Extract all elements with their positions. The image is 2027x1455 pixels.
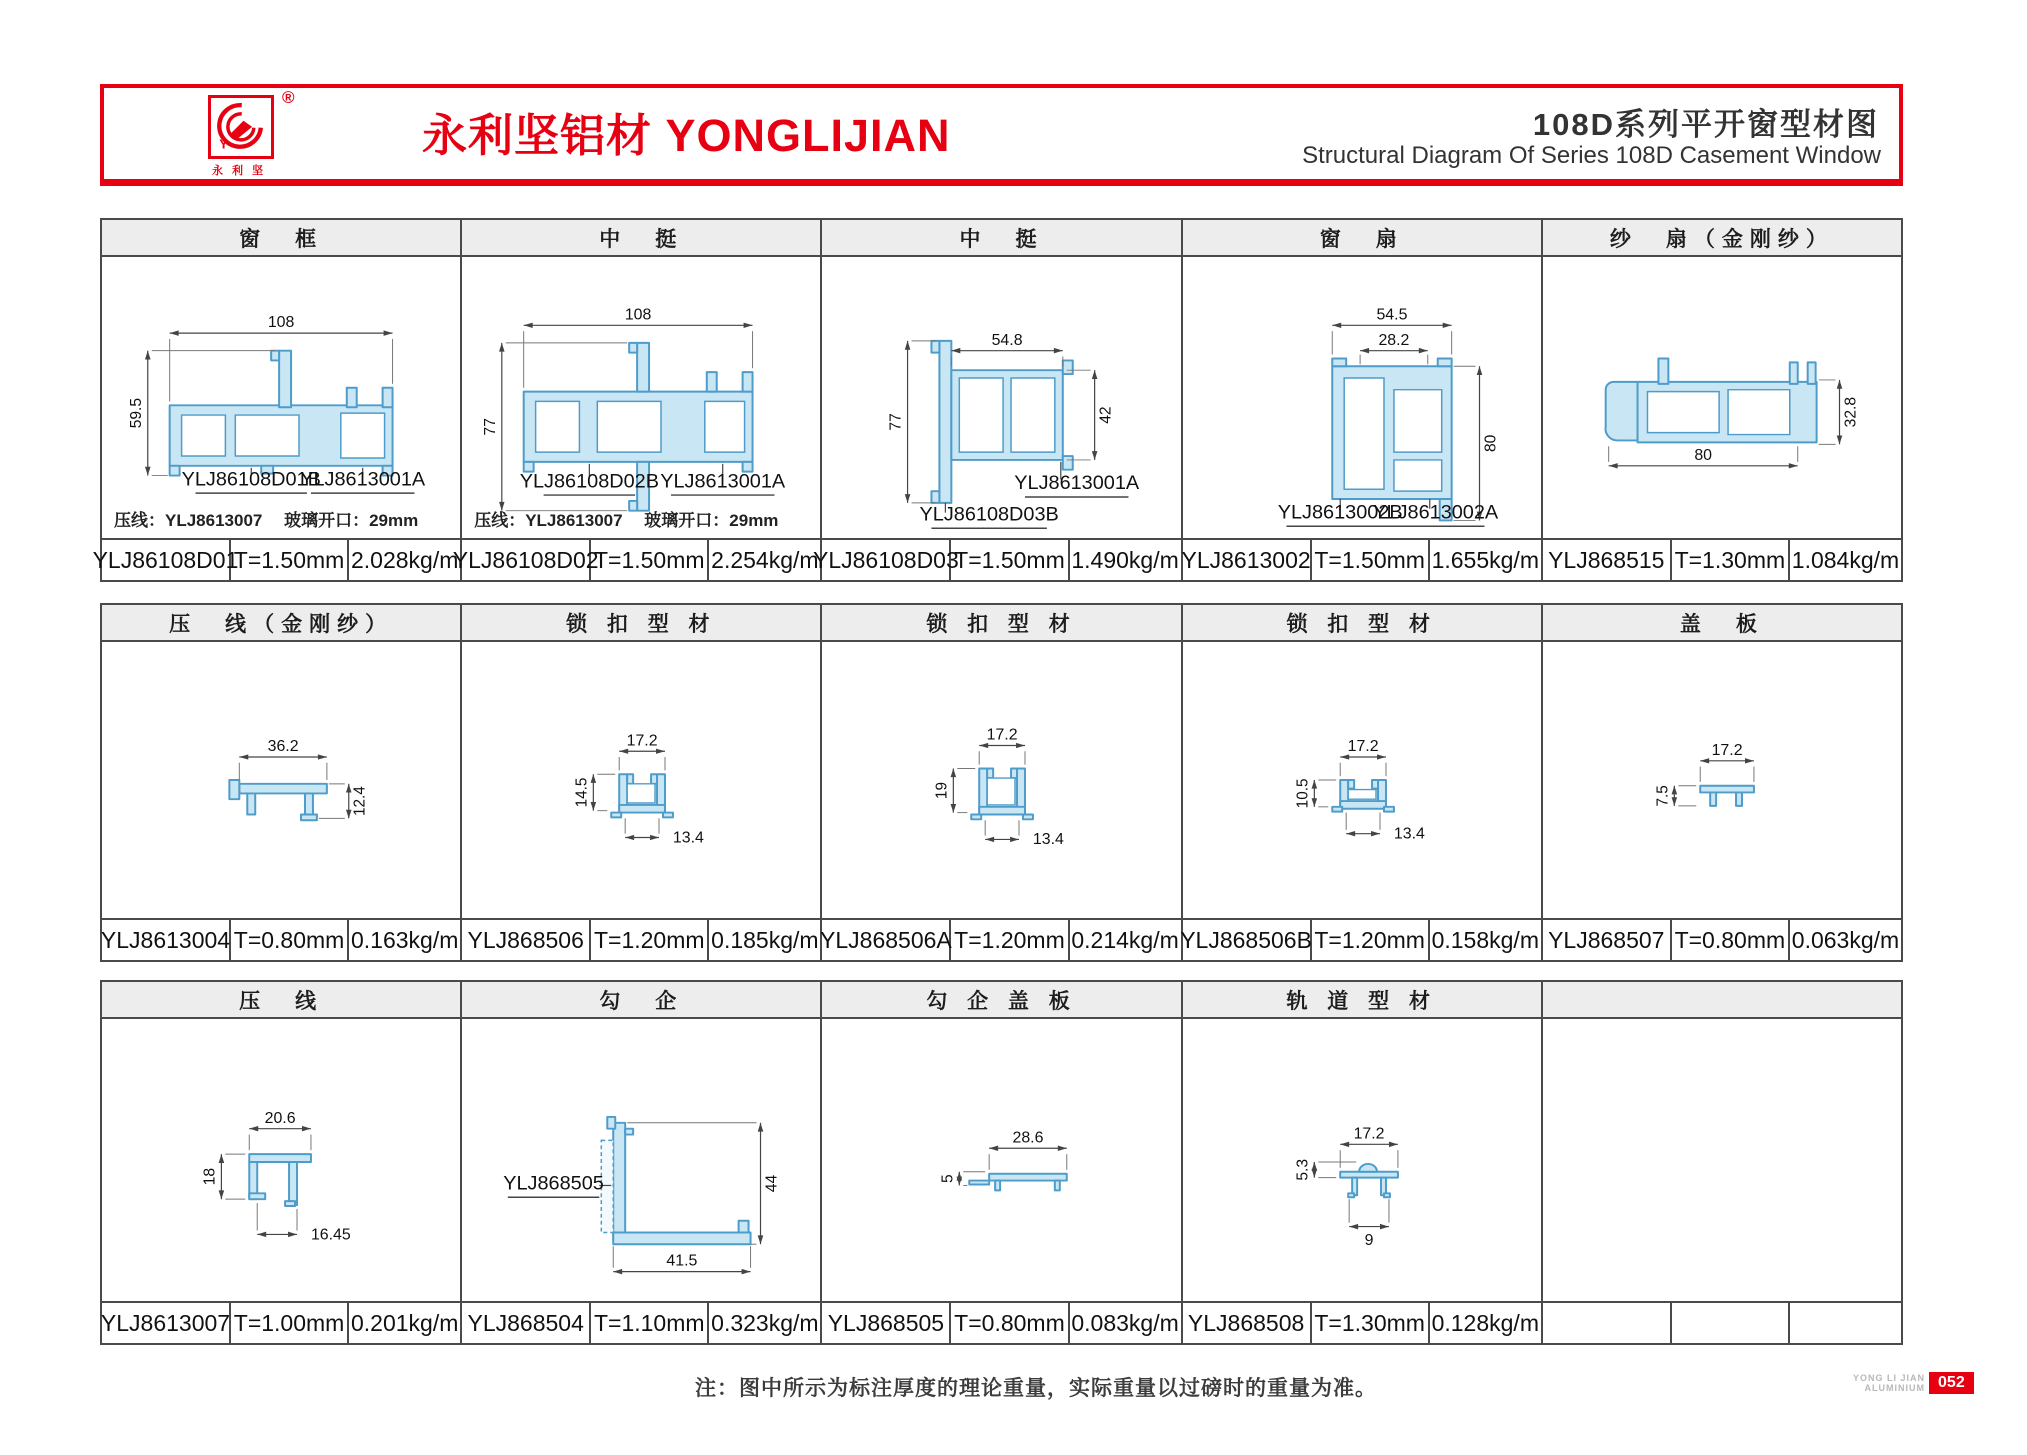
cell-data-row (822, 918, 1180, 960)
cell-data-row (102, 1301, 460, 1343)
profile-diagram (822, 257, 1180, 538)
dim-label: 18 (201, 1167, 219, 1186)
part-code: YLJ868506 (462, 920, 591, 960)
footer-note: 注：图中所示为标注厚度的理论重量，实际重量以过磅时的重量为准。 (695, 1377, 1377, 1400)
profile-cell-b2c3 (1181, 982, 1541, 1343)
brand-logo (208, 95, 274, 159)
part-thickness: T=1.30mm (1672, 540, 1790, 580)
footer-brand-line2: ALUMINIUM (1864, 1383, 1926, 1393)
cell-diagram-area (1543, 257, 1901, 538)
part-label: YLJ868505 (503, 1172, 605, 1195)
cell-diagram-area (1183, 1019, 1541, 1301)
profile-cell-b1c0 (102, 605, 460, 960)
cell-data-row (812, 538, 1180, 580)
dim-label: 42 (1097, 406, 1115, 424)
brand-wordmark: 永利坚铝材 YONGLIJIAN (422, 109, 951, 161)
profile-cell-b2c1 (460, 982, 820, 1343)
dim-label: 80 (1481, 434, 1500, 453)
part-label: YLJ86108D02B (519, 470, 660, 493)
cell-diagram-area (462, 257, 820, 538)
part-weight: 2.028kg/m (350, 546, 459, 573)
cell-data-row (452, 538, 820, 580)
part-thickness: T=1.10mm (591, 1303, 709, 1343)
cell-data-row (92, 538, 460, 580)
cell-header: 中 挺 (822, 220, 1180, 257)
profile-diagram (1183, 642, 1541, 918)
profile-diagram (102, 642, 460, 918)
cell-diagram-area (822, 257, 1180, 538)
glazing-note: 压线：YLJ8613007 玻璃开口：29mm (474, 511, 779, 530)
cell-data-row (462, 918, 820, 960)
profile-cell-b0c2 (812, 220, 1180, 580)
cell-diagram-area (102, 257, 460, 538)
cell-diagram-area (1543, 1019, 1901, 1301)
cell-diagram-area (1183, 642, 1541, 918)
dim-label: 77 (481, 418, 500, 436)
part-code: YLJ868506A (822, 920, 951, 960)
dim-label: 13.4 (673, 829, 705, 847)
logo-caption: 永利坚 (212, 165, 272, 177)
page-subtitle: Structural Diagram Of Series 108D Casement Window (1302, 142, 1881, 169)
part-label: YLJ8613002A (1372, 501, 1498, 524)
dim-label: 13.4 (1033, 831, 1065, 849)
part-weight: 2.254kg/m (711, 546, 819, 573)
part-label: YLJ8613001A (1014, 472, 1140, 495)
profile-diagram (822, 1019, 1180, 1301)
footer-brand-text (1853, 1373, 1925, 1393)
profile-cell-b0c4 (1541, 220, 1901, 580)
cell-diagram-area (102, 642, 460, 918)
part-weight: 1.655kg/m (1431, 546, 1539, 573)
cell-data-row (1180, 918, 1541, 960)
cell-header: 压 线（金刚纱） (102, 605, 460, 642)
profile-cell-b0c1 (452, 220, 820, 580)
cell-diagram-area (1183, 257, 1541, 538)
cell-header: 纱 扇（金刚纱） (1543, 220, 1901, 257)
part-label: YLJ8613001A (300, 468, 426, 491)
part-thickness: T=1.20mm (591, 920, 709, 960)
dim-label: 17.2 (1711, 742, 1743, 760)
part-code: YLJ8613002 (1183, 540, 1312, 580)
profile-cell-b1c2 (820, 605, 1180, 960)
part-thickness: T=0.80mm (1672, 920, 1790, 960)
part-weight: 0.323kg/m (711, 1309, 819, 1336)
dim-label: 108 (625, 306, 652, 324)
cell-header: 锁 扣 型 材 (822, 605, 1180, 642)
part-code: YLJ868504 (462, 1303, 591, 1343)
cell-diagram-area (462, 1019, 820, 1301)
part-weight: 0.063kg/m (1791, 926, 1900, 953)
logo-swirl-icon (214, 100, 266, 152)
profile-cell-b0c3 (1181, 220, 1541, 580)
part-weight: 0.163kg/m (350, 926, 459, 953)
part-weight: 0.201kg/m (350, 1309, 459, 1336)
dim-label: 108 (267, 314, 295, 332)
dim-label: 10.5 (1293, 778, 1312, 809)
cell-data-row (1183, 1301, 1541, 1343)
cell-diagram-area (102, 1019, 460, 1301)
footer-brand-line1: YONG LI JIAN (1853, 1373, 1926, 1383)
cell-diagram-area (462, 642, 820, 918)
part-label: YLJ8613001A (660, 470, 786, 493)
cell-data-row (1543, 918, 1901, 960)
cell-data-row (1543, 1301, 1901, 1343)
dim-label: 9 (1364, 1232, 1374, 1250)
part-weight: 1.084kg/m (1791, 546, 1900, 573)
cell-header: 锁 扣 型 材 (462, 605, 820, 642)
block-1 (100, 603, 1903, 962)
part-thickness: T=0.80mm (951, 1303, 1069, 1343)
dim-label: 28.2 (1378, 331, 1410, 349)
glazing-note: 压线：YLJ8613007 玻璃开口：29mm (114, 511, 419, 530)
part-thickness: T=1.00mm (231, 1303, 349, 1343)
profile-diagram (462, 1019, 820, 1301)
cell-header (1543, 982, 1901, 1019)
part-weight: 0.158kg/m (1431, 926, 1539, 953)
page-header (100, 84, 1903, 186)
profile-diagram (1543, 642, 1901, 918)
dim-label: 80 (1694, 447, 1712, 464)
part-label: YLJ86108D01B (181, 468, 321, 491)
dim-label: 17.2 (1353, 1125, 1385, 1143)
block-2 (100, 980, 1903, 1345)
cell-diagram-area (1543, 642, 1901, 918)
dim-label: 36.2 (267, 738, 299, 756)
dim-label: 17.2 (626, 732, 658, 750)
part-code: YLJ86108D02 (462, 540, 591, 580)
page-title: 108D系列平开窗型材图 (1532, 107, 1879, 142)
part-code: YLJ868508 (1183, 1303, 1312, 1343)
dim-label: 32.8 (1842, 396, 1860, 428)
dim-label: 19 (933, 782, 951, 800)
part-code: YLJ8613007 (102, 1303, 231, 1343)
part-weight (1790, 1303, 1901, 1343)
part-label: YLJ86108D03B (919, 503, 1060, 526)
cell-header: 轨 道 型 材 (1183, 982, 1541, 1019)
part-weight: 0.214kg/m (1071, 926, 1179, 953)
dim-label: 20.6 (264, 1109, 296, 1127)
part-code: YLJ8613004 (102, 920, 231, 960)
profile-diagram (462, 257, 820, 538)
dim-label: 77 (887, 413, 906, 431)
cell-diagram-area (822, 1019, 1180, 1301)
page-number-badge: 052 (1929, 1372, 1974, 1394)
cell-header: 窗 框 (102, 220, 460, 257)
part-code: YLJ868515 (1543, 540, 1672, 580)
cell-header: 勾 企 盖 板 (822, 982, 1180, 1019)
profile-diagram (822, 642, 1180, 918)
dim-label: 17.2 (987, 726, 1018, 744)
dim-label: 13.4 (1393, 825, 1425, 843)
part-code: YLJ868506B (1183, 920, 1312, 960)
part-thickness (1672, 1303, 1790, 1343)
dim-label: 44 (763, 1174, 781, 1193)
part-weight: 0.185kg/m (711, 926, 819, 953)
cell-header: 窗 扇 (1183, 220, 1541, 257)
part-thickness: T=1.30mm (1312, 1303, 1430, 1343)
part-weight: 1.490kg/m (1071, 546, 1179, 573)
profile-diagram (102, 257, 460, 538)
part-thickness: T=1.20mm (1312, 920, 1430, 960)
profile-cell-b1c4 (1541, 605, 1901, 960)
dim-label: 16.45 (310, 1226, 351, 1244)
profile-diagram (102, 1019, 460, 1301)
profile-cell-b0c0 (92, 220, 460, 580)
part-thickness: T=1.50mm (591, 540, 709, 580)
cell-diagram-area (822, 642, 1180, 918)
dim-label: 5 (939, 1174, 957, 1183)
dim-label: 54.5 (1376, 306, 1408, 324)
dim-label: 41.5 (666, 1252, 698, 1270)
dim-label: 59.5 (127, 397, 145, 429)
part-thickness: T=0.80mm (231, 920, 349, 960)
part-thickness: T=1.20mm (951, 920, 1069, 960)
dim-label: 5.3 (1293, 1158, 1312, 1181)
part-thickness: T=1.50mm (231, 540, 349, 580)
dim-label: 54.8 (992, 331, 1023, 349)
footer-brand (1853, 1372, 1974, 1394)
logo-mark: Y (219, 136, 228, 152)
part-label: YLJ8613002B (1277, 501, 1403, 524)
part-thickness: T=1.50mm (1312, 540, 1430, 580)
part-code: YLJ86108D03 (822, 540, 951, 580)
cell-data-row (822, 1301, 1180, 1343)
cell-header: 盖 板 (1543, 605, 1901, 642)
cell-header: 锁 扣 型 材 (1183, 605, 1541, 642)
cell-header: 勾 企 (462, 982, 820, 1019)
cell-data-row (1543, 538, 1901, 580)
profile-cell-b2c0 (102, 982, 460, 1343)
profile-cell-b2c4 (1541, 982, 1901, 1343)
part-code: YLJ86108D01 (102, 540, 231, 580)
part-code: YLJ868505 (822, 1303, 951, 1343)
profile-diagram (462, 642, 820, 918)
cell-data-row (102, 918, 460, 960)
cell-data-row (462, 1301, 820, 1343)
profile-diagram (1543, 257, 1901, 538)
profile-cell-b2c2 (820, 982, 1180, 1343)
cell-header: 压 线 (102, 982, 460, 1019)
dim-label: 28.6 (1012, 1129, 1044, 1147)
part-weight: 0.083kg/m (1071, 1309, 1179, 1336)
block-0 (92, 218, 1903, 582)
dim-label: 12.4 (351, 786, 369, 816)
part-code (1543, 1303, 1672, 1343)
part-code: YLJ868507 (1543, 920, 1672, 960)
part-weight: 0.128kg/m (1431, 1309, 1539, 1336)
profile-cell-b1c3 (1181, 605, 1541, 960)
dim-label: 14.5 (573, 777, 591, 808)
dim-label: 17.2 (1347, 738, 1379, 756)
part-thickness: T=1.50mm (951, 540, 1069, 580)
profile-cell-b1c1 (460, 605, 820, 960)
profile-diagram (1183, 257, 1541, 538)
registered-mark: ® (282, 88, 295, 107)
cell-header: 中 挺 (462, 220, 820, 257)
dim-label: 7.5 (1653, 785, 1672, 807)
cell-data-row (1183, 538, 1541, 580)
profile-diagram (1183, 1019, 1541, 1301)
